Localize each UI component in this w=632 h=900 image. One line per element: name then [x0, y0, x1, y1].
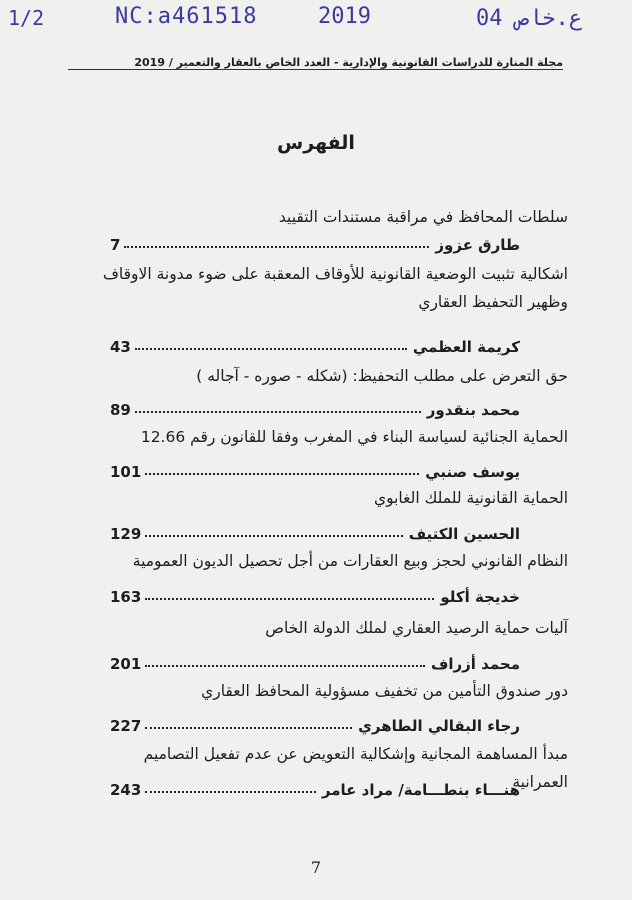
toc-entry-author-line [110, 455, 520, 481]
running-head: مجلة المنارة للدراسات القانونية والإدارية - العدد الخاص بالعقار والتعمير / 2019 [134, 56, 563, 69]
toc-entry-page: 129 [110, 525, 142, 543]
toc-entry-title: سلطات المحافظ في مراقبة مستندات التقييد [278, 208, 568, 226]
leader-dots [124, 246, 429, 248]
toc-title: الفهرس [277, 132, 355, 154]
toc-entry-author: يوسف صنبي [425, 463, 520, 481]
toc-entry-page: 163 [110, 588, 142, 606]
leader-dots [145, 473, 419, 475]
toc-entry-title: النظام القانوني لحجز وبيع العقارات من أجل تحصيل الديون العمومية [132, 552, 568, 570]
leader-dots [135, 411, 421, 413]
leader-dots [145, 791, 316, 793]
toc-entry-page: 43 [110, 338, 131, 356]
toc-entry-author: محمد أزراف [430, 655, 520, 673]
handwritten-year: 2019 [318, 4, 371, 29]
toc-entry-author-line [110, 517, 520, 543]
toc-entry-author-line [110, 393, 520, 419]
toc-entry-title: اشكالية تثبيت الوضعية القانونية للأوقاف المعقبة على ضوء مدونة الاوقاف وظهير التحفيظ العقاري [102, 265, 568, 311]
toc-entry-author: طارق عزوز [435, 236, 520, 254]
toc-entry-author-line [110, 647, 520, 673]
toc-entry-title: حق التعرض على مطلب التحفيظ: (شكله - صوره - آجاله ) [196, 367, 568, 385]
leader-dots [135, 348, 407, 350]
toc-entry-page: 201 [110, 655, 142, 673]
toc-entry-author: الحسين الكتيف [408, 525, 520, 543]
toc-entry-title: الحماية القانونية للملك الغابوي [373, 489, 568, 507]
toc-entry-author-line [110, 228, 520, 254]
toc-entry-page: 101 [110, 463, 142, 481]
leader-dots [145, 598, 434, 600]
toc-entry-page: 89 [110, 401, 131, 419]
toc-entry-page: 227 [110, 717, 142, 735]
handwritten-nc-number: NC:a461518 [115, 4, 258, 29]
toc-entry-page: 243 [110, 781, 142, 799]
leader-dots [145, 665, 425, 667]
toc-entry-author: خديجة أكلو [440, 588, 520, 606]
toc-entry-title: آليات حماية الرصيد العقاري لملك الدولة الخاص [265, 619, 568, 637]
handwritten-code: ع.خاص 04 [476, 6, 582, 31]
toc-entry-author: محمد بنقدور [426, 401, 520, 419]
toc-entry-author-line [110, 330, 520, 356]
handwritten-page-marker: 1/2 [8, 6, 45, 30]
toc-entry-author-line [110, 709, 520, 735]
toc-entry-author: رجاء البقالي الطاهري [358, 717, 520, 735]
page-number: 7 [310, 858, 322, 877]
toc-entry-page: 7 [110, 236, 121, 254]
toc-entry-author: كريمة العظمي [412, 338, 520, 356]
toc-entry-title: الحماية الجنائية لسياسة البناء في المغرب وفقا للقانون رقم 12.66 [140, 428, 568, 446]
toc-entry-author-line [110, 773, 520, 799]
toc-entry-title: دور صندوق التأمين من تخفيف مسؤولية المحافظ العقاري [201, 682, 568, 700]
toc-entry-author: هنـــاء بنطـــامة/ مراد عامر [321, 781, 520, 799]
toc-entry-title: مبدأ المساهمة المجانية وإشكالية التعويض عن عدم تفعيل التصاميم العمرانية [143, 745, 568, 791]
leader-dots [145, 535, 402, 537]
leader-dots [145, 727, 352, 729]
toc-entry-author-line [110, 580, 520, 606]
